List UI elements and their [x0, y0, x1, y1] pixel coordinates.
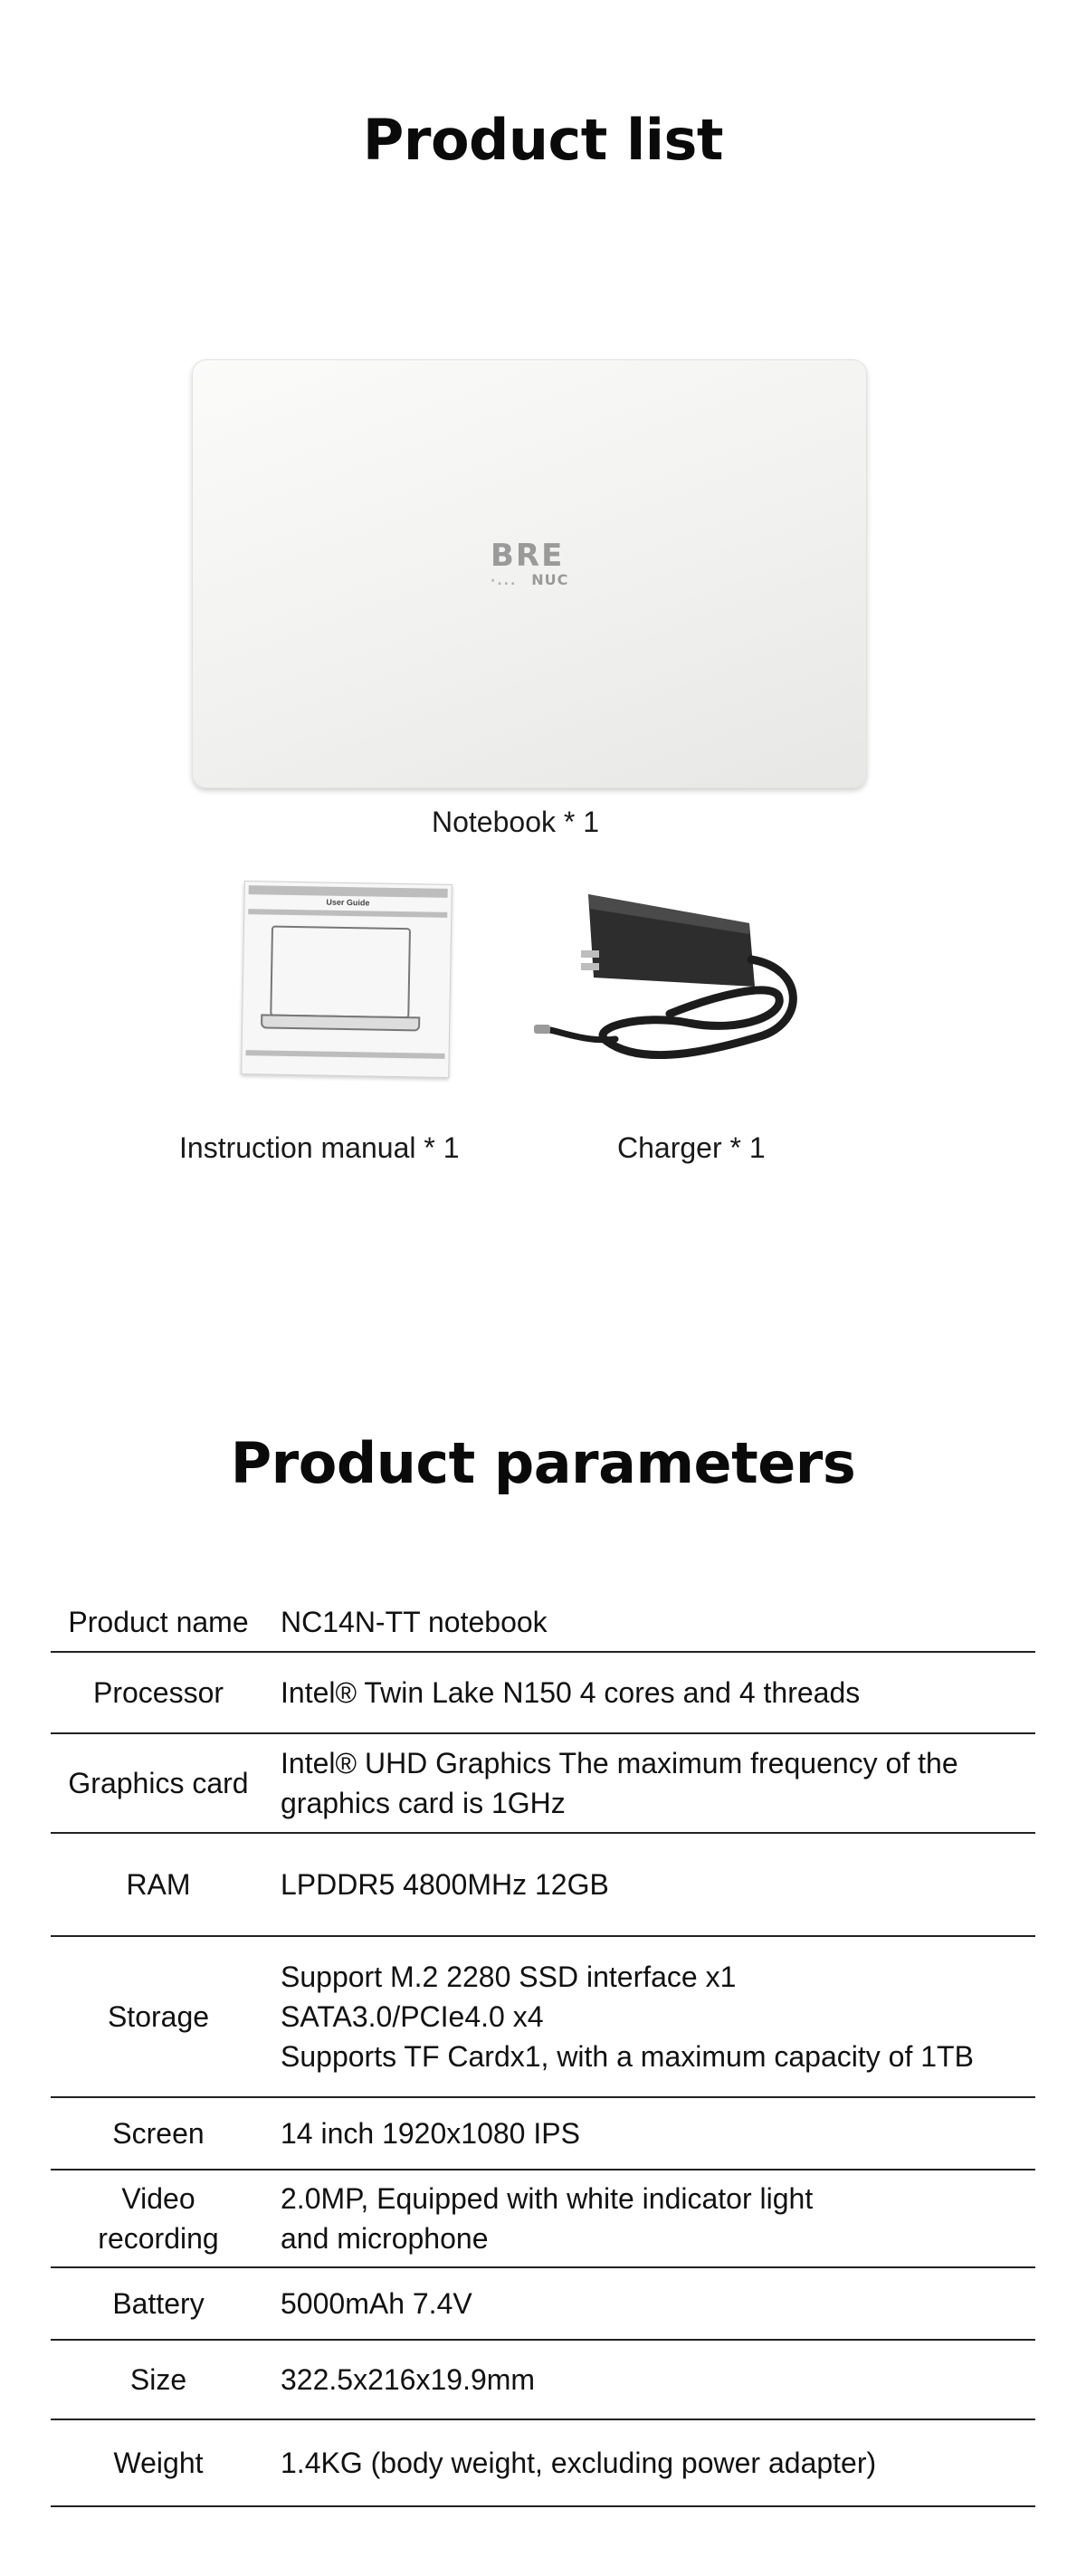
param-row-video-recording — [51, 2171, 1035, 2268]
param-value: NC14N-TT notebook — [281, 1606, 548, 1638]
param-value: 1.4KG (body weight, excluding power adapter) — [281, 2447, 877, 2479]
instruction-manual-image — [241, 881, 452, 1078]
charger-image — [534, 887, 814, 1077]
param-value: Intel® Twin Lake N150 4 cores and 4 threads — [281, 1676, 861, 1709]
param-label: Battery — [112, 2287, 205, 2320]
param-row-processor — [51, 1653, 1035, 1734]
param-label: Storage — [107, 2000, 210, 2033]
param-label: Size — [129, 2363, 187, 2396]
product-list-title: Product list — [362, 107, 724, 173]
param-value: Support M.2 2280 SSD interface x1 SATA3.0/PCIe4.0 x4 Supports TF Cardx1, with a maximum capacity of 1TB — [281, 1961, 974, 2073]
manual-header: User Guide — [326, 897, 370, 908]
param-value: LPDDR5 4800MHz 12GB — [281, 1868, 609, 1901]
param-label: Video recording — [98, 2182, 219, 2255]
param-row-product-name — [51, 1593, 1035, 1653]
param-value: Intel® UHD Graphics The maximum frequency of the graphics card is 1GHz — [281, 1747, 958, 1819]
param-label: Screen — [112, 2117, 205, 2150]
param-row-storage — [51, 1937, 1035, 2098]
param-row-battery — [51, 2268, 1035, 2341]
notebook-image — [192, 359, 867, 788]
notebook-caption: Notebook * 1 — [432, 806, 600, 838]
param-label: Processor — [92, 1676, 224, 1709]
param-label: Weight — [113, 2447, 204, 2479]
product-parameters-title: Product parameters — [230, 1430, 856, 1496]
manual-caption: Instruction manual * 1 — [179, 1131, 460, 1164]
param-row-graphics-card — [51, 1734, 1035, 1834]
charger-icon — [534, 894, 793, 1055]
charger-caption: Charger * 1 — [617, 1131, 766, 1164]
param-row-ram — [51, 1834, 1035, 1937]
param-value: 14 inch 1920x1080 IPS — [281, 2117, 580, 2150]
parameters-table — [51, 1593, 1035, 2507]
param-value: 2.0MP, Equipped with white indicator light and microphone — [281, 2182, 814, 2255]
param-row-screen — [51, 2098, 1035, 2171]
param-row-size — [51, 2341, 1035, 2420]
param-label: RAM — [126, 1868, 191, 1901]
param-row-weight — [51, 2420, 1035, 2507]
param-value: 322.5x216x19.9mm — [281, 2363, 536, 2396]
param-value: 5000mAh 7.4V — [281, 2287, 472, 2320]
param-label: Product name — [68, 1606, 249, 1638]
param-label: Graphics card — [68, 1767, 249, 1799]
brand-logo: BRE ·... NUC — [491, 538, 569, 588]
